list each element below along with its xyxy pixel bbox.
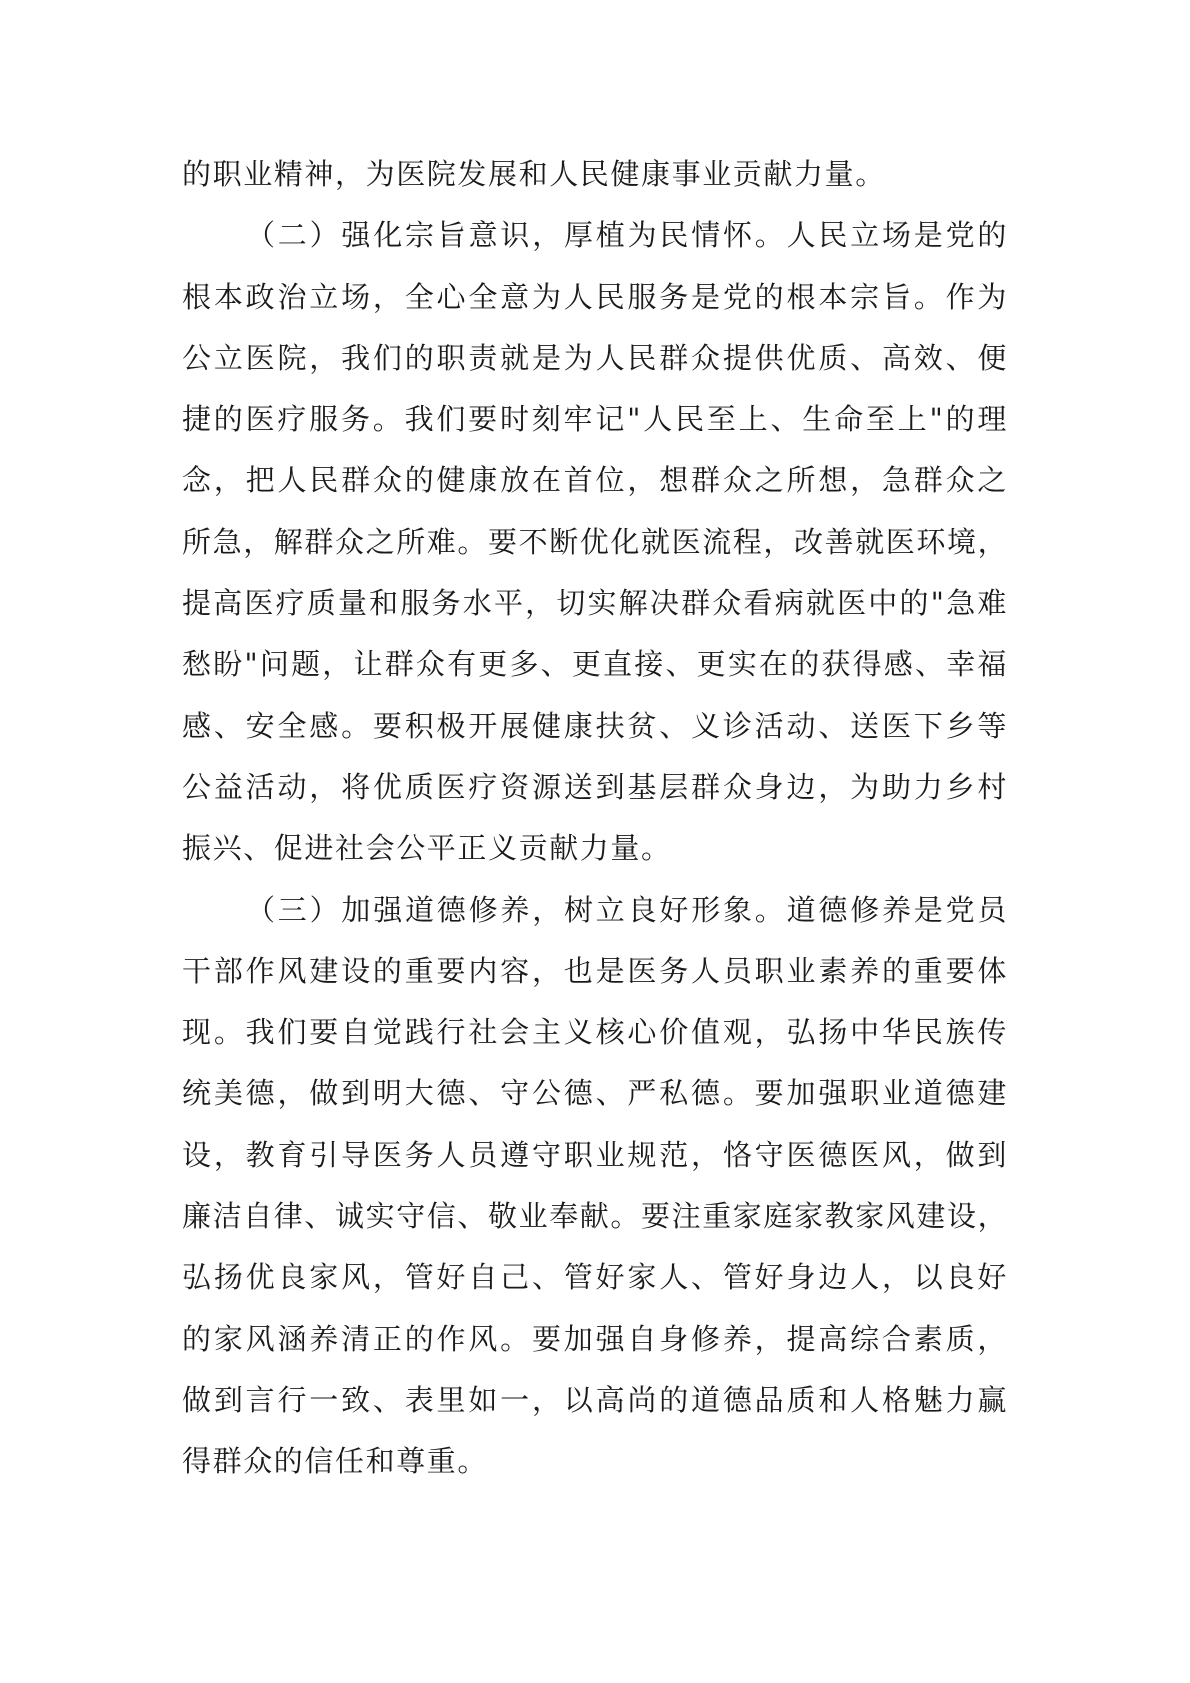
paragraph-first-line: （三）加强道德修养，树立良好形象。道德修养是党员 (246, 892, 1008, 927)
text-line: 的家风涵养清正的作风。要加强自身修养，提高综合素质， (182, 1321, 1008, 1356)
text-line: 愁盼"问题，让群众有更多、更直接、更实在的获得感、幸福 (182, 647, 1008, 682)
text-line: 得群众的信任和尊重。 (182, 1444, 489, 1479)
text-line: 所急，解群众之所难。要不断优化就医流程，改善就医环境， (182, 524, 1009, 559)
text-line: 的职业精神，为医院发展和人民健康事业贡献力量。 (182, 157, 886, 191)
body-text (182, 144, 1008, 1493)
text-line: 现。我们要自觉践行社会主义核心价值观，弘扬中华民族传 (182, 1015, 1008, 1050)
text-line: 根本政治立场，全心全意为人民服务是党的根本宗旨。作为 (182, 279, 1008, 314)
text-line: 公立医院，我们的职责就是为人民群众提供优质、高效、便 (182, 340, 1008, 375)
text-line: 设，教育引导医务人员遵守职业规范，恪守医德医风，做到 (182, 1137, 1008, 1172)
text-line: 干部作风建设的重要内容，也是医务人员职业素养的重要体 (182, 953, 1008, 988)
text-line: 振兴、促进社会公平正义贡献力量。 (182, 831, 672, 866)
text-line: 廉洁自律、诚实守信、敬业奉献。要注重家庭家教家风建设， (182, 1199, 1009, 1234)
text-line: 统美德，做到明大德、守公德、严私德。要加强职业道德建 (182, 1076, 1008, 1111)
text-line: 感、安全感。要积极开展健康扶贫、义诊活动、送医下乡等 (182, 708, 1008, 743)
text-line: 念，把人民群众的健康放在首位，想群众之所想，急群众之 (182, 463, 1008, 498)
paragraph-first-line: （二）强化宗旨意识，厚植为民情怀。人民立场是党的 (246, 218, 1008, 253)
text-line: 捷的医疗服务。我们要时刻牢记"人民至上、生命至上"的理 (182, 402, 1008, 437)
text-line: 提高医疗质量和服务水平，切实解决群众看病就医中的"急难 (182, 586, 1008, 621)
text-line: 公益活动，将优质医疗资源送到基层群众身边，为助力乡村 (182, 769, 1008, 804)
text-line: 弘扬优良家风，管好自己、管好家人、管好身边人，以良好 (182, 1260, 1008, 1295)
text-line: 做到言行一致、表里如一，以高尚的道德品质和人格魅力赢 (182, 1382, 1008, 1417)
